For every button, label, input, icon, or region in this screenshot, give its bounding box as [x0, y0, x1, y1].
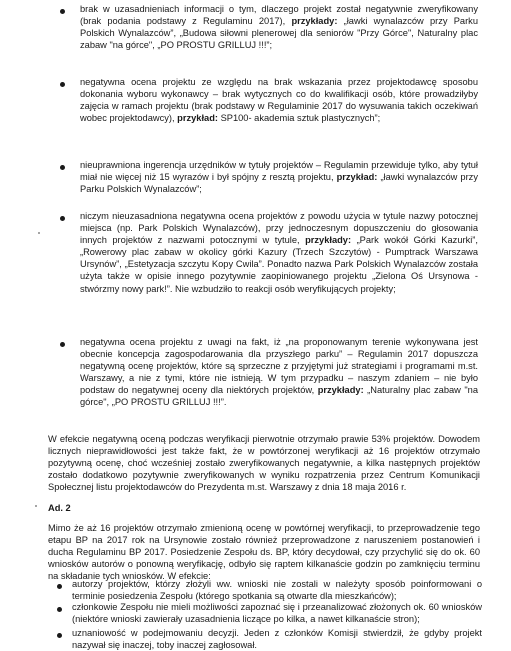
bullet-marker	[57, 607, 62, 612]
bullet-marker	[57, 584, 62, 589]
list-item: negatywna ocena projektu ze względu na brak wskazania przez projektodawcę sposobu dokonania wyboru wykonawcy – brak wytycznych co do kwalifikacji osób, które prowadziłyby zajęcia w ramach projektu (brak podstawy w Regulaminie 2017 do wysuwania takich oczekiwań wobec projektodawcy), przykład: SP100- akademia sztuk plastycznych”;	[80, 77, 478, 124]
bullet-marker	[60, 9, 65, 14]
list-item: uznaniowość w podejmowaniu decyzji. Jeden z członków Komisji stwierdził, że gdyby projekt nazywał się inaczej, toby inaczej zagłosował.	[72, 628, 482, 651]
body-paragraph: Mimo że aż 16 projektów otrzymało zmienioną ocenę w powtórnej weryfikacji, to przeprowadzenie tego etapu BP na 2017 rok na Ursynowie zostało również przeprowadzone z naruszeniem postanowień i ducha Regulaminu BP 2017. Posiedzenie Zespołu ds. BP, który decydował, czy przychylić się do ok. 60 wniosków autorów o ponowną weryfikację, odbyło się raptem kilkanaście godzin po zamknięciu terminu na składanie tych wniosków. W efekcie:	[48, 523, 480, 582]
bullet-marker	[60, 82, 65, 87]
bullet-marker	[60, 165, 65, 170]
list-item: brak w uzasadnieniach informacji o tym, dlaczego projekt został negatywnie zweryfikowany (brak podania podstawy z Regulaminu 2017), przykłady: „ławki wynalazców przy Parku Polskich Wynalazców”, „Budowa siłowni plenerowej dla seniorów "Przy Górce", Naturalny plac zabaw "na górce", „PO PROSTU GRILLUJ !!!”;	[80, 4, 479, 51]
section-heading: Ad. 2	[48, 503, 71, 513]
list-item: nieuprawniona ingerencja urzędników w tytuły projektów – Regulamin przewiduje tylko, aby tytuł miał nie więcej niż 15 wyrazów i był spójny z resztą projektu, przykład: „ławki wynalazców przy Parku Polskich Wynalazców”;	[80, 160, 478, 195]
scan-dot	[38, 232, 40, 234]
bullet-marker	[57, 633, 62, 638]
list-item: niczym nieuzasadniona negatywna ocena projektów z powodu użycia w tytule nazwy potocznej miejsca (np. Park Polskich Wynalazców), przy jednoczesnym dopuszczeniu do głosowania innych projektów z nazwami potocznymi w tytule, przykłady: „Park wokół Górki Kazurki”, „Rowerowy plac zabaw w okolicy górki Kazury (Trzech Szczytów) - Pumptrack Warszawa Ursynów”, „Estetyzacja szczytu Kopy Cwila”. Ponadto nazwa Park Polskich Wynalazców została użyta także w opisie innego pozytywnie zaopiniowanego projektu „Zielona Oś Ursynowa - stwórzmy nowy park!”. Nie wzbudziło to reakcji osób weryfikujących projekty;	[80, 211, 478, 294]
list-item: członkowie Zespołu nie mieli możliwości zapoznać się i przeanalizować złożonych ok. 60 wniosków (niektóre wnioski zawierały uzasadnienia liczące po kilka, a nawet kilkanaście stron);	[72, 602, 482, 625]
body-paragraph: W efekcie negatywną oceną podczas weryfikacji pierwotnie otrzymało prawie 53% projektów. Dowodem licznych nieprawidłowości jest także fakt, że w powtórzonej weryfikacji aż 16 projektów otrzymało pozytywną ocenę, choć wcześniej zostało zweryfikowanych negatywnie, a kilka następnych projektów zostało dodatkowo pozytywnie zweryfikowanych w wyniku rozpatrzenia przez Centrum Komunikacji Społecznej listu projektodawców do Prezydenta m.st. Warszawy z dnia 18 maja 2016 r.	[48, 434, 480, 493]
list-item: autorzy projektów, którzy złożyli ww. wnioski nie zostali w należyty sposób poinformowani o terminie posiedzenia Zespołu (którego spotkania są otwarte dla mieszkańców);	[72, 579, 482, 602]
list-item: negatywna ocena projektu z uwagi na fakt, iż „na proponowanym terenie wykonywana jest obecnie koncepcja zagospodarowania dla przyszłego parku” – Regulamin 2017 dopuszcza negatywną ocenę projektów, które są sprzeczne z przyjętymi już strategiami i programami m.st. Warszawy, a nie z tymi, które nie istnieją. W tym przypadku – naszym zdaniem – nie było podstaw do negatywnej oceny dla niektórych projektów, przykłady: „Naturalny plac zabaw "na górce", „PO PROSTU GRILLUJ !!!”.	[80, 337, 478, 408]
scan-dot	[35, 505, 37, 507]
bullet-marker	[60, 216, 65, 221]
bullet-marker	[60, 342, 65, 347]
